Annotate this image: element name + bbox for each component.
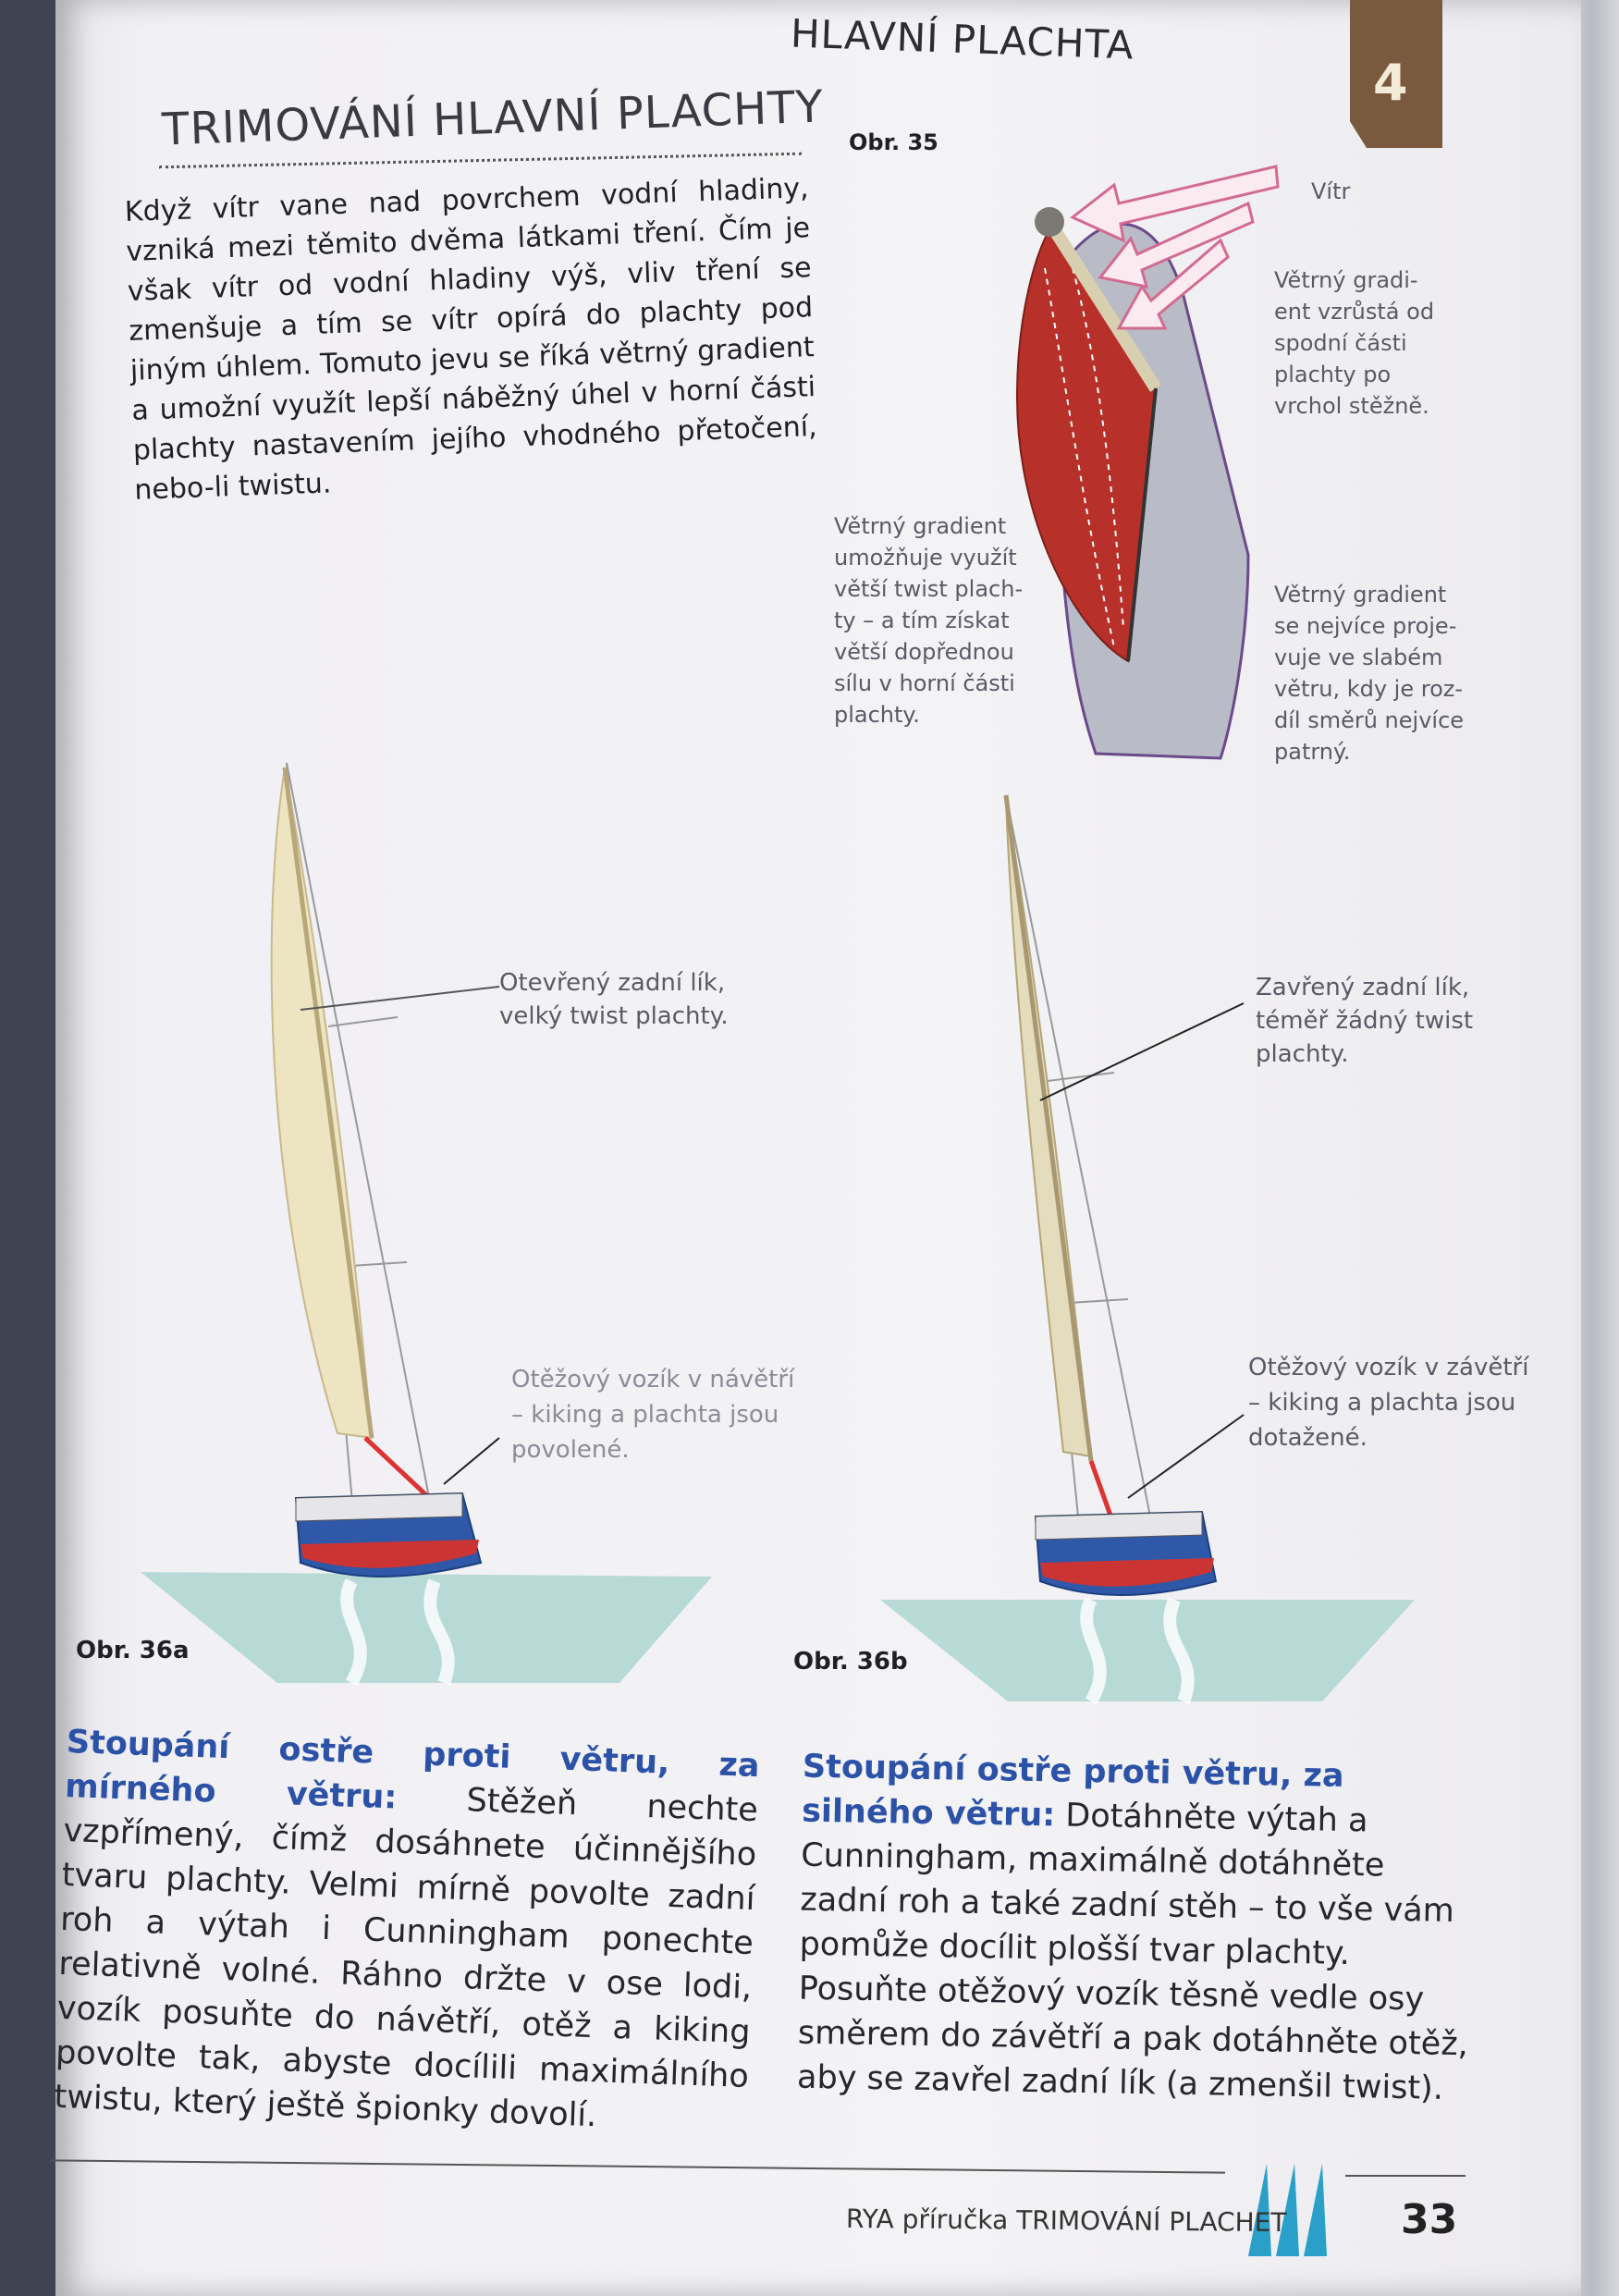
left-column-title: Stoupání ostře proti větru, za mírného větru: [64,1724,761,1817]
deck [296,1493,462,1521]
page-number: 33 [1401,2196,1458,2243]
annotation-line: ent vzrůstá od [1274,299,1435,325]
annotation-line: plachty po [1274,362,1392,387]
mast-top [1035,207,1064,237]
annotation-line: téměř žádný twist [1256,1007,1474,1035]
chapter-number: 4 [1373,54,1408,112]
figure-35-annotation-bottom [1274,579,1496,767]
figure-36b-annotation-bottom [1248,1350,1528,1455]
spreader [328,1017,398,1026]
annotation-line: povolené. [511,1436,630,1464]
annotation-line: plachty. [1256,1040,1349,1068]
annotation-pointer [444,1438,499,1484]
wind-arrows [1063,148,1304,361]
footer-rule [1345,2175,1466,2177]
annotation-line: vrchol stěžně. [1274,393,1429,419]
figure-35-annotation-top [1274,264,1478,422]
left-column-text [54,1720,761,2143]
wind-label: Vítr [1311,178,1351,204]
annotation-pointer [1128,1415,1244,1498]
annotation-line: dotažené. [1248,1424,1368,1452]
figure-36a-illustration [129,749,721,1692]
section-title: HLAVNÍ PLACHTA [790,10,1135,68]
annotation-line: plachty. [834,702,920,728]
figure-36b-label: Obr. 36b [793,1648,908,1676]
footer-book-title: RYA příručka TRIMOVÁNÍ PLACHET [845,2203,1287,2239]
figure-35-annotation-left [834,510,1047,731]
intro-paragraph: Když vítr vane nad povrchem vodní hladiny, vzniká mezi těmito dvěma látkami tření. Čím je však vítr od vodní hladiny výš, vliv tření se zmenšuje a tím se vítr opírá do plachty pod jiným úhlem. Tomuto jevu se říká větrný gradient a umožní využít lepší náběžný úhel v horní části plachty nastavením jejího vhodného přetočení, nebo-li twistu. [124,172,818,507]
annotation-line: umožňuje využít [834,545,1017,571]
figure-36b-annotation-top [1256,971,1473,1071]
right-column-body: Dotáhněte výtah a Cunningham, maximálně dotáhněte zadní roh a také zadní stěh – to vše vám pomůže docílit plošší tvar plachty. Posuňte otěžový vozík těsně vedle osy směrem do závětří a pak dotáhněte otěž, aby se zavřel zadní lík (a zmenšil twist). [796,1797,1469,2107]
annotation-line: sílu v horní části [834,670,1015,696]
figure-35-label: Obr. 35 [849,129,938,155]
annotation-line: – kiking a plachta jsou [511,1401,779,1429]
annotation-line: Otěžový vozík v návětří [511,1366,795,1394]
figure-36b-illustration [869,786,1442,1711]
annotation-line: ty – a tím získat [834,608,1010,633]
annotation-pointer [1040,1003,1244,1100]
annotation-line: Větrný gradient [1274,582,1447,608]
annotation-line: Otevřený zadní lík, [499,969,726,997]
water [880,1600,1415,1701]
figure-36a-annotation-top [499,966,729,1033]
deck [1036,1512,1202,1540]
left-column-body: Stěžeň nechte vzpřímený, čímž dosáhnete účinnějšího tvaru plachty. Velmi mírně povolte zadní roh a výtah i Cunningham ponechte relativně volné. Ráhno držte v ose lodi, vozík posuňte do návětří, otěž a kiking povolte tak, abyste docílili maximálního twistu, který ještě špionky dovolí. [53,1782,759,2135]
annotation-line: Větrný gradient [834,513,1007,539]
figure-36a-label: Obr. 36a [76,1637,190,1664]
annotation-line: větší twist plach- [834,576,1024,602]
right-column-text [797,1745,1478,2112]
figure-36a-annotation-bottom [511,1362,794,1467]
annotation-line: větru, kdy je roz- [1274,676,1464,702]
annotation-line: spodní části [1274,330,1407,356]
annotation-line: patrný. [1274,739,1351,765]
annotation-line: se nejvíce proje- [1274,613,1457,639]
right-column-title: Stoupání ostře proti větru, za silného větru: [801,1748,1344,1835]
spreader [1040,1073,1114,1082]
annotation-line: velký twist plachty. [499,1002,729,1030]
annotation-line: Větrný gradi- [1274,267,1418,293]
annotation-line: – kiking a plachta jsou [1248,1389,1516,1417]
annotation-line: Zavřený zadní lík, [1256,974,1470,1001]
annotation-line: díl směrů nejvíce [1274,707,1465,733]
annotation-line: Otěžový vozík v závětří [1248,1354,1529,1381]
mast [1006,795,1091,1461]
annotation-line: větší dopřednou [834,639,1014,665]
annotation-line: vuje ve slabém [1274,645,1443,670]
page-heading: TRIMOVÁNÍ HLAVNÍ PLACHTY [161,80,825,156]
